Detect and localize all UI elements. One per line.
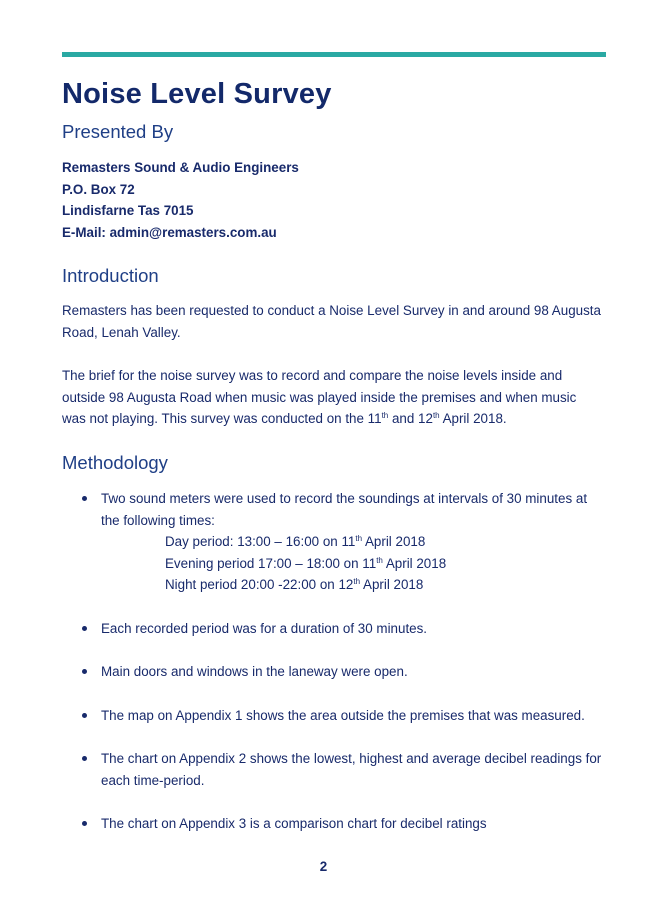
bullet-text: Main doors and windows in the laneway were open. — [101, 664, 408, 679]
intro-p2-sup-1: th — [381, 411, 389, 420]
bullet-icon — [82, 713, 87, 718]
presenter-address-block — [62, 157, 299, 243]
page-number: 2 — [319, 859, 328, 874]
bullet-icon — [82, 756, 87, 761]
list-item — [62, 813, 602, 835]
period-night-text: Night period 20:00 -22:00 on 12 — [165, 577, 354, 592]
list-item — [62, 488, 602, 596]
period-evening-sup: th — [376, 555, 383, 565]
bullet-icon — [82, 496, 87, 501]
list-item — [62, 661, 602, 683]
period-night — [165, 574, 602, 596]
period-day-text: Day period: 13:00 – 16:00 on 11 — [165, 534, 356, 549]
locality: Lindisfarne Tas 7015 — [62, 203, 194, 218]
time-periods — [101, 531, 602, 596]
bullet-icon — [82, 669, 87, 674]
period-night-sup: th — [353, 577, 361, 586]
methodology-heading: Methodology — [62, 452, 168, 473]
list-item — [62, 748, 602, 791]
period-day-date: April 2018 — [362, 534, 426, 549]
list-item — [62, 705, 602, 727]
email-address: E-Mail: admin@remasters.com.au — [62, 224, 277, 240]
bullet-text: The map on Appendix 1 shows the area outside the premises that was measured. — [101, 707, 585, 723]
list-item — [62, 618, 602, 640]
bullet-text: The chart on Appendix 3 is a comparison chart for decibel ratings — [101, 816, 487, 831]
header-accent-rule — [62, 52, 606, 57]
bullet-text: Each recorded period was for a duration of 30 minutes. — [101, 620, 428, 636]
bullet-icon — [82, 821, 87, 826]
presented-by-heading: Presented By — [62, 121, 174, 142]
methodology-bullet-list — [62, 488, 602, 857]
bullet-text: Two sound meters were used to record the soundings at intervals of 30 minutes at the following times: — [101, 491, 588, 528]
intro-p2-end: April 2018. — [439, 411, 507, 426]
period-evening-date: April 2018 — [382, 555, 447, 571]
intro-p2-sup-2: th — [432, 411, 440, 420]
page-title: Noise Level Survey — [62, 78, 332, 110]
po-box: P.O. Box 72 — [62, 181, 135, 197]
period-day-sup: th — [355, 534, 363, 543]
bullet-text: The chart on Appendix 2 shows the lowest, highest and average decibel readings for each time-period. — [101, 751, 602, 788]
period-day — [165, 531, 602, 553]
company-name: Remasters Sound & Audio Engineers — [62, 160, 299, 175]
period-night-date: April 2018 — [360, 577, 424, 592]
introduction-heading: Introduction — [62, 265, 159, 286]
introduction-paragraph-1: Remasters has been requested to conduct a Noise Level Survey in and around 98 Augusta Road, Lenah Valley. — [62, 303, 601, 340]
period-evening — [165, 553, 602, 575]
period-evening-text: Evening period 17:00 – 18:00 on 11 — [165, 555, 377, 571]
intro-p2-mid: and 12 — [388, 411, 433, 426]
introduction-paragraph-2 — [62, 365, 602, 430]
bullet-icon — [82, 626, 87, 631]
intro-p2-text: The brief for the noise survey was to record and compare the noise levels inside and outside 98 Augusta Road when music was played inside the premises and when music was not playing. This survey was conducted on the 11 — [62, 368, 577, 426]
